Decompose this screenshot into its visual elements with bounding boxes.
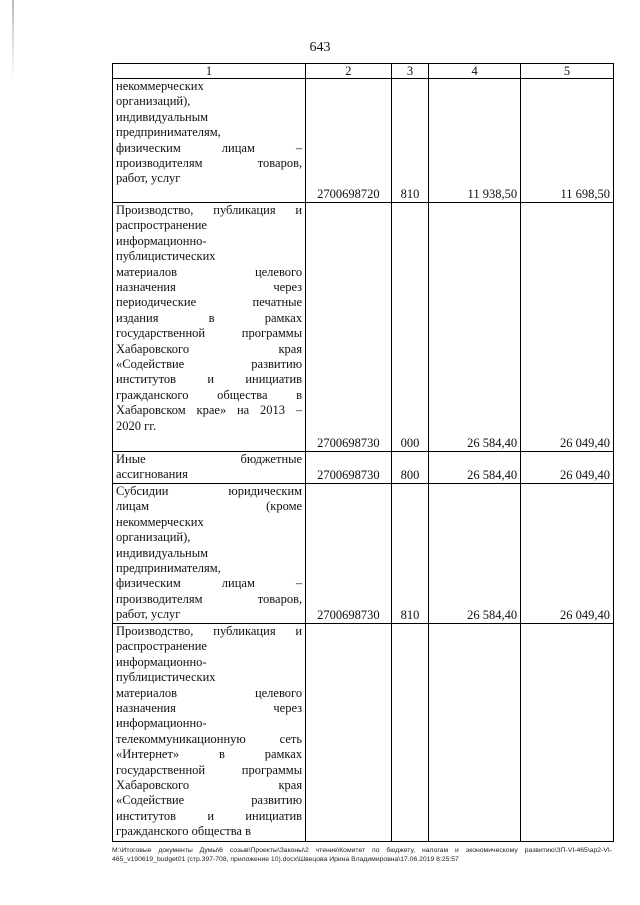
amount-col-5: 11 698,50 xyxy=(521,79,614,203)
description-line: государственной программы xyxy=(116,326,303,341)
expense-type-code: 000 xyxy=(391,203,429,452)
amount-col-4: 26 584,40 xyxy=(429,203,521,452)
row-description xyxy=(113,484,306,624)
header-col-1: 1 xyxy=(113,64,306,79)
description-line: Производство, публикация и xyxy=(116,203,303,217)
description-line: индивидуальным xyxy=(116,109,209,124)
expense-type-code: 810 xyxy=(391,484,429,624)
page-number: 643 xyxy=(309,40,331,55)
description-line: некоммерческих xyxy=(116,79,204,93)
description-line: государственной программы xyxy=(116,762,303,777)
description-line: распространение xyxy=(116,218,207,233)
amount-col-4 xyxy=(429,624,521,842)
description-line: физическим лицам – xyxy=(116,576,303,591)
description-line: Хабаровского края xyxy=(116,341,303,356)
table-row xyxy=(113,484,614,624)
description-line: распространение xyxy=(116,639,207,654)
description-line: публицистических xyxy=(116,670,216,685)
description-line: предпринимателям, xyxy=(116,561,221,576)
row-description xyxy=(113,203,306,452)
target-article-code: 2700698730 xyxy=(306,203,392,452)
description-line: организаций), xyxy=(116,530,191,545)
target-article-code: 2700698730 xyxy=(306,452,392,484)
header-col-4: 4 xyxy=(429,64,521,79)
description-line: информационно- xyxy=(116,233,207,248)
target-article-code: 2700698730 xyxy=(306,484,392,624)
description-line: назначения через xyxy=(116,280,303,295)
header-col-3: 3 xyxy=(391,64,429,79)
amount-col-5 xyxy=(521,624,614,842)
description-line: «Интернет» в рамках xyxy=(116,747,303,762)
description-line: материалов целевого xyxy=(116,685,303,700)
description-line: предпринимателям, xyxy=(116,125,221,140)
description-line: Иные бюджетные xyxy=(116,452,303,466)
description-line: Субсидии юридическим xyxy=(116,484,303,498)
target-article-code: 2700698720 xyxy=(306,79,392,203)
row-description xyxy=(113,452,306,484)
description-line: назначения через xyxy=(116,701,303,716)
description-line: Хабаровском крае» на 2013 – xyxy=(116,403,303,418)
table-row xyxy=(113,452,614,484)
row-description xyxy=(113,79,306,203)
description-line: некоммерческих xyxy=(116,514,204,529)
description-line: производителям товаров, xyxy=(116,591,303,606)
row-description xyxy=(113,624,306,842)
file-path-footer: M:\Итоговые документы Думы\6 созыв\Проекты\Законы\2 чтение\Комитет по бюджету, налогам и экономическому развитию\ЗП-VI-465\ap2-VI-465_v190619_budget01 (стр.397-708, приложение 10).docx\Швецова Ирина Владимировна\17.06.2019 8:25:57 xyxy=(112,847,612,863)
description-line: Хабаровского края xyxy=(116,778,303,793)
table-row xyxy=(113,624,614,842)
expense-type-code: 800 xyxy=(391,452,429,484)
description-line: организаций), xyxy=(116,94,191,109)
amount-col-5: 26 049,40 xyxy=(521,484,614,624)
description-line: периодические печатные xyxy=(116,295,303,310)
header-col-5: 5 xyxy=(521,64,614,79)
target-article-code xyxy=(306,624,392,842)
budget-table xyxy=(112,63,614,842)
description-line: институтов и инициатив xyxy=(116,808,303,823)
description-line: гражданского общества в xyxy=(116,387,303,402)
description-line: «Содействие развитию xyxy=(116,357,303,372)
description-line: работ, услуг xyxy=(116,607,181,622)
description-line: институтов и инициатив xyxy=(116,372,303,387)
description-line: физическим лицам – xyxy=(116,140,303,155)
expense-type-code xyxy=(391,624,429,842)
description-line: работ, услуг xyxy=(116,171,181,186)
description-line: публицистических xyxy=(116,249,216,264)
amount-col-4: 26 584,40 xyxy=(429,452,521,484)
description-line: издания в рамках xyxy=(116,310,303,325)
amount-col-4: 26 584,40 xyxy=(429,484,521,624)
description-line: 2020 гг. xyxy=(116,418,157,433)
description-line: гражданского общества в xyxy=(116,824,252,839)
description-line: производителям товаров, xyxy=(116,156,303,171)
table-header-row xyxy=(113,64,614,79)
description-line: информационно- xyxy=(116,654,207,669)
description-line: «Содействие развитию xyxy=(116,793,303,808)
description-line: телекоммуникационную сеть xyxy=(116,731,303,746)
description-line: ассигнования xyxy=(116,467,188,482)
description-line: материалов целевого xyxy=(116,264,303,279)
header-col-2: 2 xyxy=(306,64,392,79)
amount-col-4: 11 938,50 xyxy=(429,79,521,203)
description-line: индивидуальным xyxy=(116,545,209,560)
amount-col-5: 26 049,40 xyxy=(521,203,614,452)
amount-col-5: 26 049,40 xyxy=(521,452,614,484)
description-line: информационно- xyxy=(116,716,207,731)
description-line: лицам (кроме xyxy=(116,499,303,514)
description-line: Производство, публикация и xyxy=(116,624,303,638)
table-row xyxy=(113,79,614,203)
table-row xyxy=(113,203,614,452)
expense-type-code: 810 xyxy=(391,79,429,203)
